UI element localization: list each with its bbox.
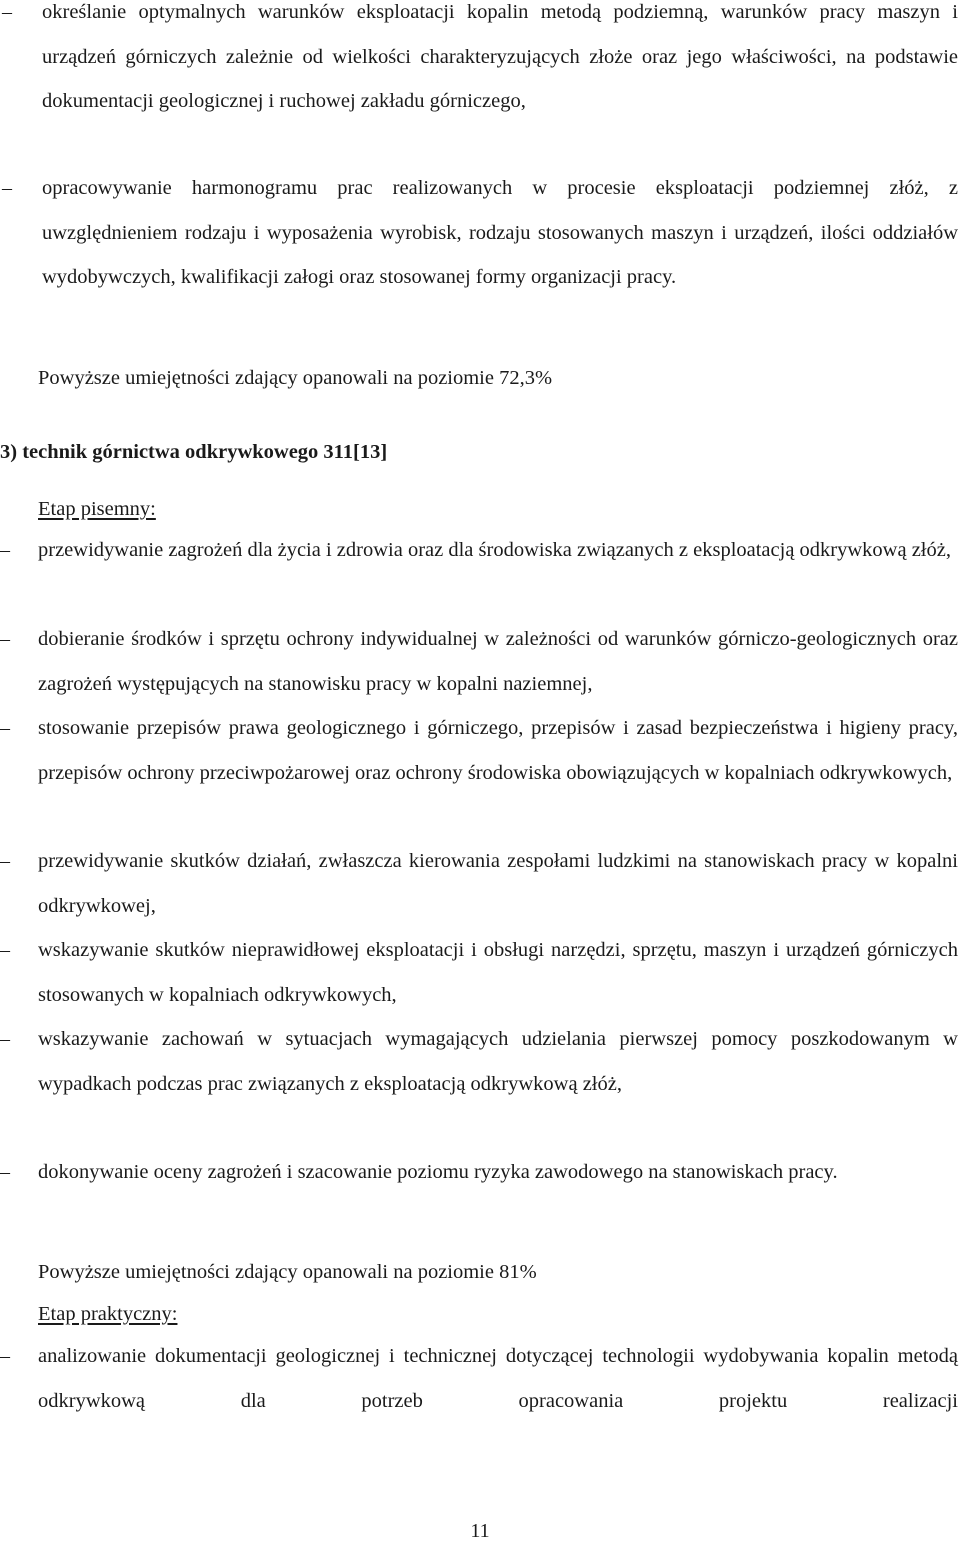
- list-item: [2, 166, 958, 300]
- dash-bullet: –: [0, 850, 10, 872]
- written-stage-label: Etap pisemny:: [38, 498, 156, 520]
- list-item: [0, 928, 958, 1017]
- list-item-text: wskazywanie zachowań w sytuacjach wymagających udzielania pierwszej pomocy poszkodowanym w wypadkach podczas prac związanych z eksploatacją odkrywkową złóż,: [38, 1028, 958, 1095]
- section-heading: 3) technik górnictwa odkrywkowego 311[13]: [0, 441, 388, 463]
- dash-bullet: –: [0, 1161, 10, 1183]
- dash-bullet: –: [0, 628, 10, 650]
- list-item: [0, 1334, 958, 1423]
- list-item: [2, 0, 958, 124]
- dash-bullet: –: [0, 1028, 10, 1050]
- dash-bullet: –: [2, 1, 12, 23]
- list-item-text: przewidywanie zagrożeń dla życia i zdrowia oraz dla środowiska związanych z eksploatacją odkrywkową złóż,: [38, 539, 951, 561]
- list-item: [0, 1150, 958, 1195]
- list-item: [0, 1017, 958, 1106]
- summary-text: Powyższe umiejętności zdający opanowali na poziomie 72,3%: [38, 367, 553, 389]
- page-number: 11: [470, 1520, 490, 1542]
- list-item: [0, 528, 958, 573]
- list-item: [0, 617, 958, 706]
- list-item-text: dokonywanie oceny zagrożeń i szacowanie poziomu ryzyka zawodowego na stanowiskach pracy.: [38, 1161, 838, 1183]
- written-summary-text: Powyższe umiejętności zdający opanowali na poziomie 81%: [38, 1261, 537, 1283]
- dash-bullet: –: [0, 717, 10, 739]
- list-item-text: opracowywanie harmonogramu prac realizowanych w procesie eksploatacji podziemnej złóż, z uwzględnieniem rodzaju i wyposażenia wyrobisk, rodzaju stosowanych maszyn i urządzeń, ilości oddziałów wydobywczych, kwalifikacji załogi oraz stosowanej formy organizacji pracy.: [42, 177, 958, 288]
- dash-bullet: –: [0, 1345, 10, 1367]
- practical-stage-label: Etap praktyczny:: [38, 1303, 178, 1325]
- dash-bullet: –: [2, 177, 12, 199]
- list-item-text: dobieranie środków i sprzętu ochrony indywidualnej w zależności od warunków górniczo-geologicznych oraz zagrożeń występujących na stanowisku pracy w kopalni naziemnej,: [38, 628, 958, 695]
- list-item-text: analizowanie dokumentacji geologicznej i technicznej dotyczącej technologii wydobywania kopalin metodą odkrywkową dla potrzeb opracowania projektu realizacji: [38, 1345, 958, 1412]
- list-item: [0, 706, 958, 795]
- list-item-text: przewidywanie skutków działań, zwłaszcza kierowania zespołami ludzkimi na stanowiskach pracy w kopalni odkrywkowej,: [38, 850, 958, 917]
- dash-bullet: –: [0, 939, 10, 961]
- list-item-text: określanie optymalnych warunków eksploatacji kopalin metodą podziemną, warunków pracy maszyn i urządzeń górniczych zależnie od wielkości charakteryzujących złoże oraz jego właściwości, na podstawie dokumentacji geologicznej i ruchowej zakładu górniczego,: [42, 1, 958, 112]
- list-item: [0, 839, 958, 928]
- list-item-text: stosowanie przepisów prawa geologicznego i górniczego, przepisów i zasad bezpieczeństwa i higieny pracy, przepisów ochrony przeciwpożarowej oraz ochrony środowiska obowiązujących w kopalniach odkrywkowych,: [38, 717, 958, 784]
- list-item-text: wskazywanie skutków nieprawidłowej eksploatacji i obsługi narzędzi, sprzętu, maszyn i urządzeń górniczych stosowanych w kopalniach odkrywkowych,: [38, 939, 958, 1006]
- dash-bullet: –: [0, 539, 10, 561]
